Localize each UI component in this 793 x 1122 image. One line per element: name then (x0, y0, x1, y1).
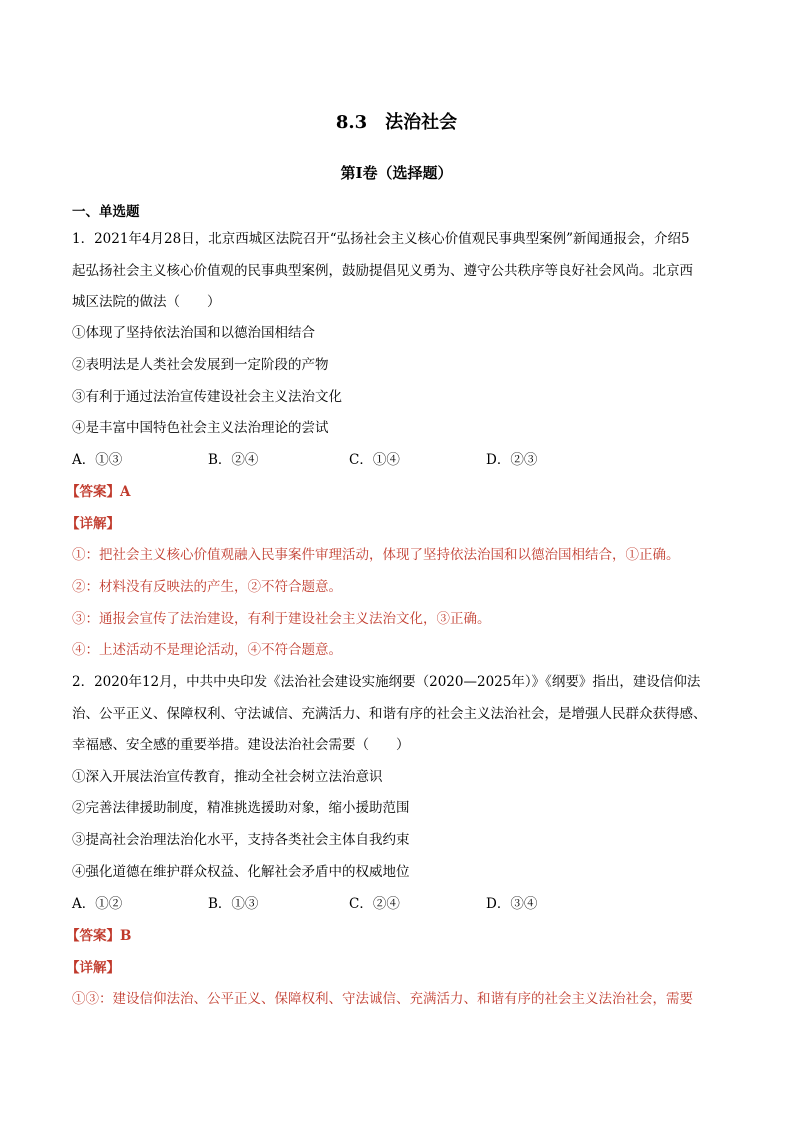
q1-statement: ②表明法是人类社会发展到一定阶段的产物 (72, 357, 329, 373)
q2-statement: ④强化道德在维护群众权益、化解社会矛盾中的权威地位 (72, 864, 410, 880)
q1-explanation: ②：材料没有反映法的产生，②不符合题意。 (72, 579, 342, 595)
q1-explanation: ①：把社会主义核心价值观融入民事案件审理活动，体现了坚持依法治国和以德治国相结合，①正确。 (72, 547, 680, 563)
q1-option-a: A．①③ (72, 452, 123, 468)
q1-statement: ①体现了坚持依法治国和以德治国相结合 (72, 325, 315, 341)
q2-stem-line: 2．2020年12月，中共中央印发《法治社会建设实施纲要（2020—2025年）》《纲要》指出，建设信仰法 (72, 674, 701, 690)
section-subtitle: 第Ⅰ卷（选择题） (340, 164, 453, 182)
q2-statement: ③提高社会治理法治化水平，支持各类社会主体自我约束 (72, 832, 410, 848)
q1-stem-line: 1．2021年4月28日，北京西城区法院召开“弘扬社会主义核心价值观民事典型案例”新闻通报会，介绍5 (72, 231, 690, 247)
q2-stem-line: 治、公平正义、保障权利、守法诚信、充满活力、和谐有序的社会主义法治社会，是增强人民群众获得感、 (72, 706, 707, 722)
q2-option-c: C．②④ (349, 896, 400, 912)
q2-answer: 【答案】B (66, 928, 132, 944)
q1-detail-label: 【详解】 (66, 516, 120, 532)
q2-option-a: A．①② (72, 896, 123, 912)
q1-explanation: ④：上述活动不是理论活动，④不符合题意。 (72, 642, 342, 658)
q2-option-b: B．①③ (208, 896, 259, 912)
page-title: 8.3 法治社会 (335, 112, 458, 133)
q2-option-d: D．③④ (486, 896, 538, 912)
q2-detail-label: 【详解】 (66, 960, 120, 976)
q1-option-c: C．①④ (349, 452, 400, 468)
q1-stem-line: 城区法院的做法（ ） (72, 294, 221, 310)
q2-stem-line: 幸福感、安全感的重要举措。建设法治社会需要（ ） (72, 737, 410, 753)
q1-stem-line: 起弘扬社会主义核心价值观的民事典型案例，鼓励提倡见义勇为、遵守公共秩序等良好社会风尚。北京西 (72, 263, 693, 279)
q2-statement: ②完善法律援助制度，精准挑选援助对象，缩小援助范围 (72, 800, 410, 816)
q1-answer: 【答案】A (66, 484, 131, 500)
q1-option-b: B．②④ (208, 452, 259, 468)
q2-statement: ①深入开展法治宣传教育，推动全社会树立法治意识 (72, 769, 383, 785)
question-type-heading: 一、单选题 (72, 204, 140, 220)
q1-option-d: D．②③ (486, 452, 538, 468)
q1-statement: ④是丰富中国特色社会主义法治理论的尝试 (72, 420, 329, 436)
q1-statement: ③有利于通过法治宣传建设社会主义法治文化 (72, 389, 342, 405)
q1-explanation: ③：通报会宣传了法治建设，有利于建设社会主义法治文化，③正确。 (72, 611, 491, 627)
q2-explanation: ①③：建设信仰法治、公平正义、保障权利、守法诚信、充满活力、和谐有序的社会主义法治社会，需要 (72, 991, 693, 1007)
